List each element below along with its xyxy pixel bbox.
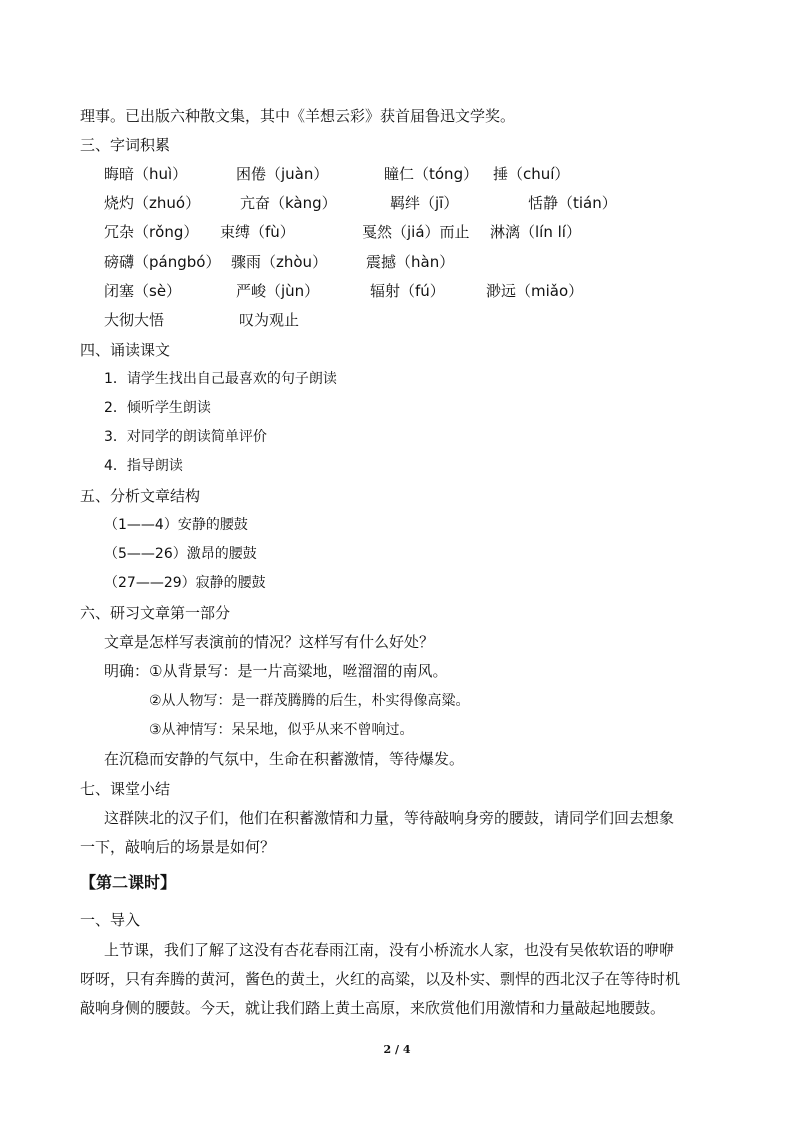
vocab-item: 戛然（jiá）而止 xyxy=(362,223,470,241)
vocab-item: 大彻大悟 xyxy=(104,311,165,329)
section-heading-structure: 五、分析文章结构 xyxy=(80,487,201,505)
vocab-item: 淋漓（lín lí） xyxy=(490,223,581,241)
reading-step: 4．指导朗读 xyxy=(104,458,183,474)
intro-paragraph: 上节课，我们了解了这没有杏花春雨江南，没有小桥流水人家，也没有吴侬软语的咿咿 xyxy=(104,941,675,959)
reading-step: 1．请学生找出自己最喜欢的句子朗读 xyxy=(104,371,337,387)
study-answer: ②从人物写：是一群茂腾腾的后生，朴实得像高粱。 xyxy=(149,693,470,709)
vocab-item: 冗杂（rǒng） xyxy=(104,223,199,241)
vocab-item: 晦暗（huì） xyxy=(104,165,188,183)
reading-step: 2．倾听学生朗读 xyxy=(104,400,211,416)
vocab-item: 恬静（tián） xyxy=(528,194,617,212)
structure-item: （1——4）安静的腰鼓 xyxy=(104,517,248,533)
reading-step: 3．对同学的朗读简单评价 xyxy=(104,429,267,445)
vocab-item: 叹为观止 xyxy=(239,311,300,329)
vocab-item: 严峻（jùn） xyxy=(236,282,320,300)
summary-text: 一下，敲响后的场景是如何？ xyxy=(80,838,276,856)
vocab-item: 捶（chuí） xyxy=(493,165,570,183)
vocab-item: 羁绊（jī） xyxy=(390,194,459,212)
vocab-item: 震撼（hàn） xyxy=(366,253,455,271)
vocab-item: 骤雨（zhòu） xyxy=(231,253,328,271)
page-number: 2 / 4 xyxy=(383,1043,411,1056)
structure-item: （27——29）寂静的腰鼓 xyxy=(104,575,266,591)
section-heading-vocab: 三、字词积累 xyxy=(80,136,171,154)
vocab-item: 亢奋（kàng） xyxy=(240,194,337,212)
vocab-item: 磅礴（pángbó） xyxy=(104,253,221,271)
study-question: 文章是怎样写表演前的情况？这样写有什么好处？ xyxy=(104,633,435,651)
summary-text: 这群陕北的汉子们，他们在积蓄激情和力量，等待敲响身旁的腰鼓，请同学们回去想象 xyxy=(104,809,675,827)
vocab-item: 困倦（juàn） xyxy=(236,165,329,183)
section-heading-summary: 七、课堂小结 xyxy=(80,780,171,798)
vocab-item: 闭塞（sè） xyxy=(104,282,182,300)
intro-tail-text: 理事。已出版六种散文集，其中《羊想云彩》获首届鲁迅文学奖。 xyxy=(80,107,516,125)
vocab-item: 束缚（fù） xyxy=(220,223,295,241)
vocab-item: 瞳仁（tóng） xyxy=(384,165,479,183)
study-answer: ③从神情写：呆呆地，似乎从来不曾响过。 xyxy=(149,722,414,738)
section-heading-reading: 四、诵读课文 xyxy=(80,341,171,359)
lesson-title: 【第二课时】 xyxy=(80,873,177,892)
study-conclusion: 在沉稳而安静的气氛中，生命在积蓄激情，等待爆发。 xyxy=(104,750,465,768)
intro-paragraph: 呀呀，只有奔腾的黄河，酱色的黄土，火红的高粱，以及朴实、剽悍的西北汉子在等待时机 xyxy=(80,970,681,988)
study-answer: 明确：①从背景写：是一片高粱地，咝溜溜的南风。 xyxy=(104,662,448,680)
section-heading-study: 六、研习文章第一部分 xyxy=(80,604,231,622)
intro-paragraph: 敲响身侧的腰鼓。今天，就让我们踏上黄土高原，来欣赏他们用激情和力量敲起地腰鼓。 xyxy=(80,999,666,1017)
vocab-item: 辐射（fú） xyxy=(370,282,445,300)
structure-item: （5——26）激昂的腰鼓 xyxy=(104,546,257,562)
vocab-item: 渺远（miǎo） xyxy=(486,282,584,300)
vocab-item: 烧灼（zhuó） xyxy=(104,194,201,212)
section-heading-intro: 一、导入 xyxy=(80,911,141,929)
